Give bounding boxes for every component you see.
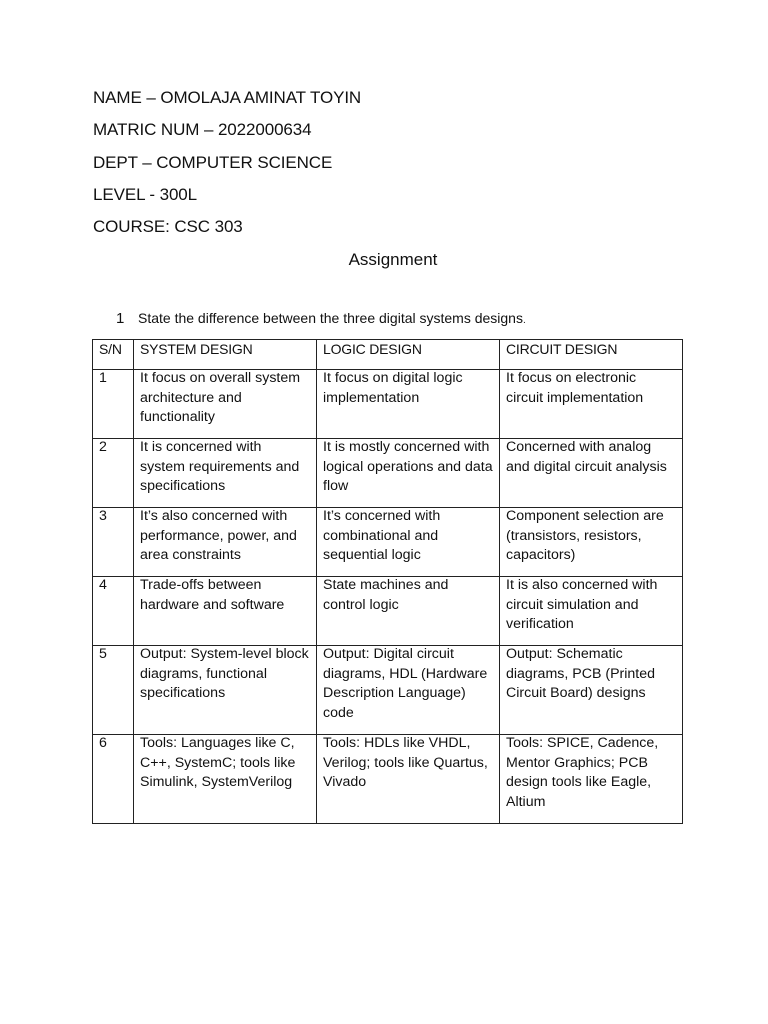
table-cell-logic: Output: Digital circuit diagrams, HDL (Hardware Description Language) code <box>317 646 500 735</box>
student-name: NAME – OMOLAJA AMINAT TOYIN <box>93 88 362 107</box>
table-cell-logic: It is mostly concerned with logical operations and data flow <box>317 439 500 508</box>
header-system-design: SYSTEM DESIGN <box>134 340 317 370</box>
document-title: Assignment <box>348 250 438 269</box>
table-cell-sn: 1 <box>93 370 134 439</box>
table-cell-sn: 4 <box>93 577 134 646</box>
table-row <box>93 646 683 735</box>
table-cell-sn: 6 <box>93 735 134 824</box>
table-row <box>93 439 683 508</box>
table-cell-sn: 2 <box>93 439 134 508</box>
course: COURSE: CSC 303 <box>93 217 243 236</box>
question-text: State the difference between the three digital systems designs <box>138 310 523 326</box>
table-cell-logic: It focus on digital logic implementation <box>317 370 500 439</box>
table-cell-circuit: Output: Schematic diagrams, PCB (Printed Circuit Board) designs <box>500 646 683 735</box>
table-row <box>93 735 683 824</box>
table-cell-circuit: Component selection are (transistors, resistors, capacitors) <box>500 508 683 577</box>
question-number: 1 <box>116 310 125 327</box>
matric-number: MATRIC NUM – 2022000634 <box>93 120 312 139</box>
table-cell-system: It’s also concerned with performance, power, and area constraints <box>134 508 317 577</box>
table-cell-system: It is concerned with system requirements and specifications <box>134 439 317 508</box>
table-row <box>93 370 683 439</box>
table-cell-system: It focus on overall system architecture and functionality <box>134 370 317 439</box>
question <box>116 310 526 327</box>
table-cell-system: Output: System-level block diagrams, functional specifications <box>134 646 317 735</box>
table-cell-system: Trade-offs between hardware and software <box>134 577 317 646</box>
header-circuit-design: CIRCUIT DESIGN <box>500 340 683 370</box>
table-cell-circuit: It focus on electronic circuit implementation <box>500 370 683 439</box>
table-cell-circuit: Concerned with analog and digital circuit analysis <box>500 439 683 508</box>
table-cell-logic: It’s concerned with combinational and sequential logic <box>317 508 500 577</box>
comparison-table <box>92 339 683 824</box>
table-cell-sn: 5 <box>93 646 134 735</box>
header-sn: S/N <box>93 340 134 370</box>
department: DEPT – COMPUTER SCIENCE <box>93 153 333 172</box>
header-logic-design: LOGIC DESIGN <box>317 340 500 370</box>
table-cell-system: Tools: Languages like C, C++, SystemC; tools like Simulink, SystemVerilog <box>134 735 317 824</box>
table-row <box>93 508 683 577</box>
table-cell-logic: State machines and control logic <box>317 577 500 646</box>
question-end: . <box>522 315 526 326</box>
level: LEVEL - 300L <box>93 185 198 204</box>
table-cell-logic: Tools: HDLs like VHDL, Verilog; tools like Quartus, Vivado <box>317 735 500 824</box>
table-cell-sn: 3 <box>93 508 134 577</box>
table-cell-circuit: It is also concerned with circuit simulation and verification <box>500 577 683 646</box>
table-cell-circuit: Tools: SPICE, Cadence, Mentor Graphics; PCB design tools like Eagle, Altium <box>500 735 683 824</box>
table-row <box>93 577 683 646</box>
table-header-row <box>93 340 683 370</box>
